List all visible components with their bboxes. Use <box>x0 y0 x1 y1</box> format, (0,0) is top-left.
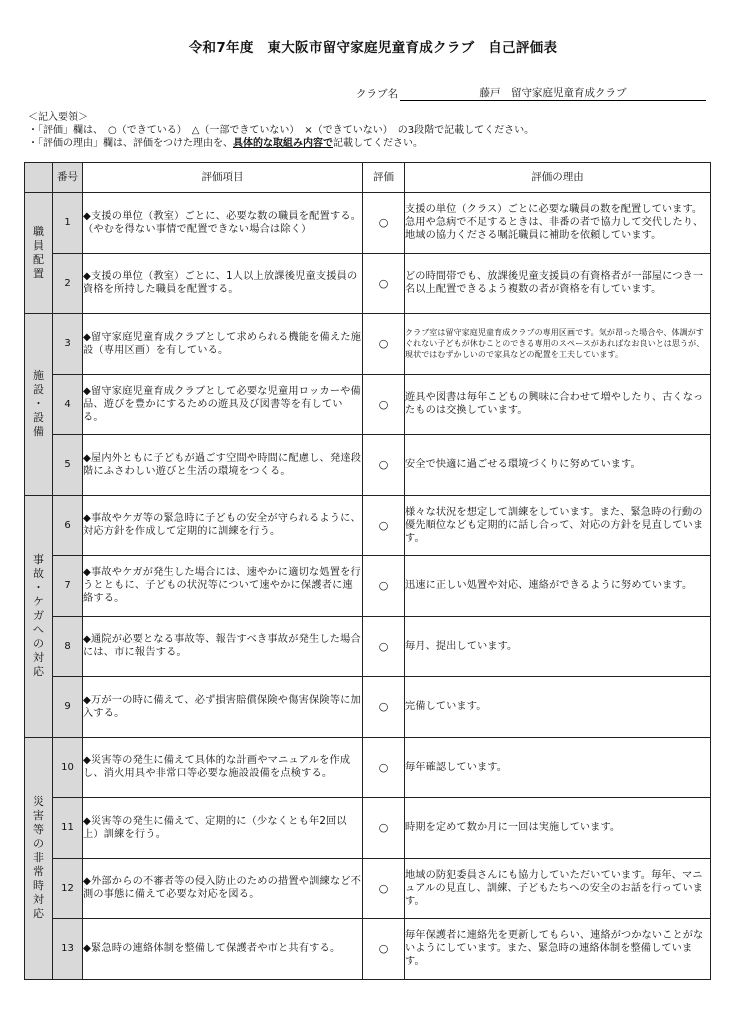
category-cell <box>25 495 53 737</box>
evaluation-item: ◆外部からの不審者等の侵入防止のための措置や訓練など不測の事態に備えて必要な対応を図る。 <box>83 858 363 919</box>
evaluation-reason: どの時間帯でも、放課後児童支援員の有資格者が一部屋につき一名以上配置できるよう複数の者が資格を有しています。 <box>405 253 711 314</box>
category-cell <box>25 193 53 314</box>
table-row <box>25 495 711 556</box>
evaluation-mark: ○ <box>363 253 405 314</box>
table-header-row <box>25 163 711 193</box>
evaluation-reason: 完備しています。 <box>405 677 711 738</box>
category-char: 応 <box>33 665 44 678</box>
row-number: 4 <box>53 374 83 435</box>
category-char: 対 <box>33 651 44 664</box>
header-reason: 評価の理由 <box>405 163 711 193</box>
category-char: 事 <box>33 553 44 566</box>
table-row <box>25 677 711 738</box>
evaluation-item: ◆支援の単位（教室）ごとに、必要な数の職員を配置する。（やむを得ない事情で配置できない場合は除く） <box>83 193 363 254</box>
club-name-value: 藤戸 留守家庭児童育成クラブ <box>400 87 706 101</box>
evaluation-mark: ○ <box>363 435 405 496</box>
category-char: 設 <box>33 383 44 397</box>
row-number: 3 <box>53 314 83 375</box>
evaluation-item: ◆支援の単位（教室）ごとに、1人以上放課後児童支援員の資格を所持した職員を配置する。 <box>83 253 363 314</box>
category-char: 対 <box>33 893 44 906</box>
header-category <box>25 163 53 193</box>
category-char: 災 <box>33 795 44 808</box>
category-char: ・ <box>33 397 44 411</box>
evaluation-reason: 毎年確認しています。 <box>405 737 711 798</box>
evaluation-item: ◆事故やケガ等の緊急時に子どもの安全が守られるように、対応方針を作成して定期的に訓練を行う。 <box>83 495 363 556</box>
club-name-label: クラブ名 <box>356 88 398 100</box>
category-char: 非 <box>33 851 44 864</box>
category-char: 害 <box>33 809 44 822</box>
evaluation-reason: 支援の単位（クラス）ごとに必要な職員の数を配置しています。急用や急病で不足するときは、非番の者で協力して交代したり、地域の協力くださる嘱託職員に補助を依頼しています。 <box>405 193 711 254</box>
evaluation-item: ◆災害等の発生に備えて、定期的に（少なくとも年2回以上）訓練を行う。 <box>83 798 363 859</box>
row-number: 7 <box>53 556 83 617</box>
row-number: 8 <box>53 616 83 677</box>
evaluation-mark: ○ <box>363 798 405 859</box>
category-char: ケ <box>33 595 44 608</box>
instructions-line-2-post: 記載してください。 <box>333 138 423 149</box>
category-char: ・ <box>33 581 44 594</box>
evaluation-mark: ○ <box>363 616 405 677</box>
evaluation-item: ◆災害等の発生に備えて具体的な計画やマニュアルを作成し、消火用具や非常口等必要な施設設備を点検する。 <box>83 737 363 798</box>
evaluation-item: ◆留守家庭児童育成クラブとして求められる機能を備えた施設（専用区画）を有している。 <box>83 314 363 375</box>
instructions-line-1: ・「評価」欄は、 ○（できている） △（一部できていない） ×（できていない） の3段階で記載してください。 <box>28 125 535 136</box>
evaluation-mark: ○ <box>363 858 405 919</box>
evaluation-mark: ○ <box>363 495 405 556</box>
table-row <box>25 737 711 798</box>
category-char: 応 <box>33 907 44 920</box>
evaluation-mark: ○ <box>363 737 405 798</box>
row-number: 13 <box>53 919 83 980</box>
evaluation-mark: ○ <box>363 556 405 617</box>
category-cell <box>25 314 53 496</box>
evaluation-reason: 安全で快適に過ごせる環境づくりに努めています。 <box>405 435 711 496</box>
category-char: 置 <box>33 267 44 280</box>
table-row <box>25 253 711 314</box>
evaluation-mark: ○ <box>363 919 405 980</box>
category-char: 等 <box>33 823 44 836</box>
row-number: 1 <box>53 193 83 254</box>
evaluation-reason: 毎年保護者に連絡先を更新してもらい、連絡がつかないことがないようにしています。また、緊急時の連絡体制を整備しています。 <box>405 919 711 980</box>
category-char: 設 <box>33 411 44 425</box>
category-char: 職 <box>33 225 44 238</box>
category-char: 配 <box>33 253 44 266</box>
table-row <box>25 193 711 254</box>
evaluation-reason: 様々な状況を想定して訓練をしています。また、緊急時の行動の優先順位なども定期的に話し合って、対応の方針を見直しています。 <box>405 495 711 556</box>
row-number: 6 <box>53 495 83 556</box>
club-name-field <box>356 86 706 101</box>
evaluation-item: ◆留守家庭児童育成クラブとして必要な児童用ロッカーや備品、遊びを豊かにするための遊具及び図書等を有している。 <box>83 374 363 435</box>
instructions-line-2 <box>28 137 534 150</box>
header-number: 番号 <box>53 163 83 193</box>
category-char: の <box>33 637 44 650</box>
evaluation-reason: クラブ室は留守家庭児童育成クラブの専用区画です。気が昂った場合や、体調がすぐれない子どもが休むことのできる専用のスペースがあればなお良いとは思うが、現状ではむずかしいので家具などの配置を工夫しています。 <box>405 314 711 375</box>
row-number: 12 <box>53 858 83 919</box>
category-char: 施 <box>33 369 44 383</box>
instructions <box>28 111 534 150</box>
header-item: 評価項目 <box>83 163 363 193</box>
page-title: 令和7年度 東大阪市留守家庭児童育成クラブ 自己評価表 <box>188 40 558 56</box>
row-number: 5 <box>53 435 83 496</box>
row-number: 2 <box>53 253 83 314</box>
table-row <box>25 858 711 919</box>
table-row <box>25 314 711 375</box>
evaluation-reason: 迅速に正しい処置や対応、連絡ができるように努めています。 <box>405 556 711 617</box>
header-evaluation: 評価 <box>363 163 405 193</box>
evaluation-reason: 遊具や図書は毎年こどもの興味に合わせて増やしたり、古くなったものは交換しています。 <box>405 374 711 435</box>
category-char: 常 <box>33 865 44 878</box>
evaluation-mark: ○ <box>363 193 405 254</box>
evaluation-mark: ○ <box>363 374 405 435</box>
category-char: の <box>33 837 44 850</box>
category-char: 員 <box>33 239 44 252</box>
category-char: ガ <box>33 609 44 622</box>
instructions-line-2-emphasis: 具体的な取組み内容で <box>233 138 333 149</box>
evaluation-mark: ○ <box>363 314 405 375</box>
category-char: 故 <box>33 567 44 580</box>
row-number: 9 <box>53 677 83 738</box>
evaluation-reason: 地域の防犯委員さんにも協力していただいています。毎年、マニュアルの見直し、訓練、子どもたちへの安全のお話を行っています。 <box>405 858 711 919</box>
instructions-heading: ＜記入要領＞ <box>28 112 88 123</box>
evaluation-item: ◆緊急時の連絡体制を整備して保護者や市と共有する。 <box>83 919 363 980</box>
category-cell <box>25 737 53 979</box>
category-char: へ <box>33 623 44 636</box>
table-row <box>25 798 711 859</box>
evaluation-table <box>24 162 711 980</box>
instructions-line-2-pre: ・「評価の理由」欄は、評価をつけた理由を、 <box>28 138 233 149</box>
row-number: 10 <box>53 737 83 798</box>
evaluation-item: ◆屋内外ともに子どもが過ごす空間や時間に配慮し、発達段階にふさわしい遊びと生活の環境をつくる。 <box>83 435 363 496</box>
evaluation-mark: ○ <box>363 677 405 738</box>
evaluation-reason: 時期を定めて数か月に一回は実施しています。 <box>405 798 711 859</box>
evaluation-item: ◆通院が必要となる事故等、報告すべき事故が発生した場合には、市に報告する。 <box>83 616 363 677</box>
evaluation-item: ◆事故やケガが発生した場合には、速やかに適切な処置を行うとともに、子どもの状況等について速やかに保護者に連絡する。 <box>83 556 363 617</box>
category-char: 備 <box>33 425 44 439</box>
evaluation-reason: 毎月、提出しています。 <box>405 616 711 677</box>
table-row <box>25 616 711 677</box>
evaluation-item: ◆万が一の時に備えて、必ず損害賠償保険や傷害保険等に加入する。 <box>83 677 363 738</box>
table-row <box>25 435 711 496</box>
table-row <box>25 556 711 617</box>
row-number: 11 <box>53 798 83 859</box>
table-row <box>25 374 711 435</box>
category-char: 時 <box>33 879 44 892</box>
table-row <box>25 919 711 980</box>
